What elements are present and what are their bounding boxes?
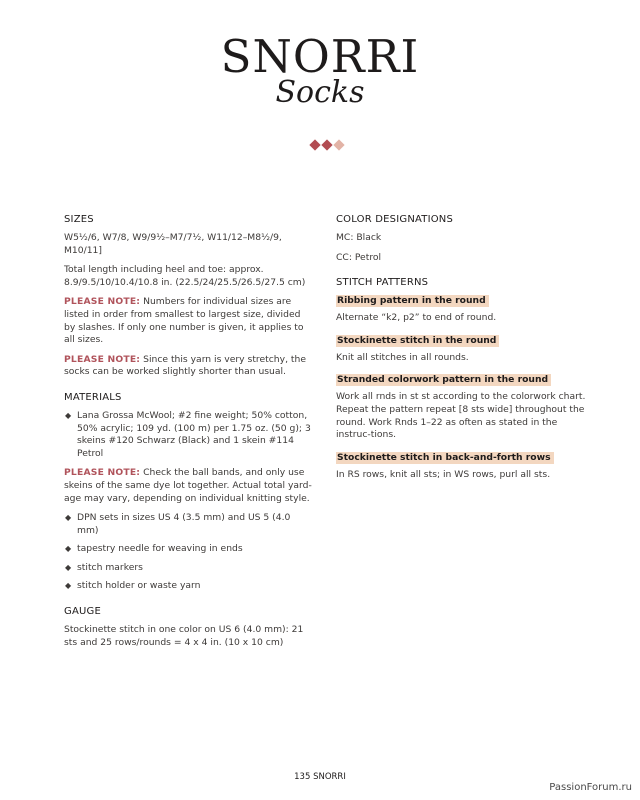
sizes-heading: SIZES — [64, 214, 94, 225]
page-subtitle: Socks — [275, 75, 365, 110]
note-label: PLEASE NOTE: — [64, 467, 141, 479]
sizes-list: W5½/6, W7/8, W9/9½–M7/7½, W11/12–M8½/9, M10/11] — [64, 232, 282, 256]
diamond-bullet-icon: ◆ — [65, 410, 72, 420]
materials-list-tools — [64, 512, 314, 593]
stitch-pattern — [336, 374, 592, 441]
stitch-pattern-text: Knit all stitches in all rounds. — [336, 351, 469, 363]
right-column — [336, 213, 592, 493]
list-item — [64, 543, 314, 556]
note-label: PLEASE NOTE: — [64, 296, 141, 308]
main-color: MC: Black — [336, 232, 382, 243]
gauge-text: Stockinette stitch in one color on US 6 (4.0 mm): 21 sts and 25 rows/rounds = 4 x 4 in. (10 x 10 cm) — [64, 624, 304, 648]
stitch-pattern-title: Stockinette stitch in the round — [336, 335, 499, 347]
stitch-pattern-text: In RS rows, knit all sts; in WS rows, purl all sts. — [336, 468, 551, 480]
diamond-bullet-icon: ◆ — [65, 581, 72, 591]
list-item — [64, 580, 314, 593]
list-item-text: stitch holder or waste yarn — [77, 580, 201, 592]
stitch-pattern-text: Alternate “k2, p2” to end of round. — [336, 312, 497, 324]
color-designations-heading: COLOR DESIGNATIONS — [336, 214, 454, 225]
list-item-text: tapestry needle for weaving in ends — [77, 543, 243, 555]
diamond-bullet-icon: ◆ — [65, 544, 72, 554]
page-title: SNORRI — [220, 30, 420, 83]
contrast-color: CC: Petrol — [336, 251, 382, 263]
note-label: PLEASE NOTE: — [64, 353, 141, 365]
list-item-text: Lana Grossa McWool; #2 fine weight; 50% cotton, 50% acrylic; 109 yd. (100 m) per 1.75 oz. (50 g); 3 skeins #120 Schwarz (Black) and 1 skein #114 Petrol — [77, 409, 311, 459]
materials-section — [64, 391, 314, 593]
diamond-icon — [309, 139, 320, 150]
stitch-patterns-heading: STITCH PATTERNS — [336, 277, 429, 289]
dye-lot-note — [64, 467, 314, 505]
stitch-pattern — [336, 452, 592, 482]
materials-heading: MATERIALS — [64, 391, 122, 403]
note-text: Numbers for individual sizes are listed in order from smallest to largest size, divided by slashes. If only one number is given, it applies to all sizes. — [64, 296, 304, 346]
diamond-icon — [321, 139, 332, 150]
list-item-text: stitch markers — [77, 561, 143, 573]
list-item — [64, 512, 314, 537]
stitch-patterns-section — [336, 276, 592, 481]
diamond-bullet-icon: ◆ — [65, 562, 72, 572]
gauge-section — [64, 605, 314, 649]
list-item — [64, 562, 314, 575]
total-length: Total length including heel and toe: approx. 8.9/9.5/10/10.4/10.8 in. (22.5/24/25.5/26.5/27.5 cm) — [64, 264, 306, 288]
stitch-pattern — [336, 295, 592, 325]
materials-list-yarn — [64, 410, 314, 460]
diamond-ornament — [311, 140, 351, 152]
stitch-pattern — [336, 335, 592, 365]
gauge-heading: GAUGE — [64, 606, 101, 618]
size-note — [64, 296, 314, 346]
page-footer: 135 SNORRI — [294, 772, 346, 782]
stretch-note — [64, 354, 314, 379]
stitch-pattern-title: Stranded colorwork pattern in the round — [336, 374, 551, 386]
stitch-pattern-title: Ribbing pattern in the round — [336, 295, 489, 307]
stitch-pattern-title: Stockinette stitch in back-and-forth rows — [336, 452, 554, 464]
color-designations-section — [336, 213, 592, 264]
note-text: Since this yarn is very stretchy, the socks can be worked slightly shorter than usual. — [64, 353, 306, 378]
watermark: PassionForum.ru — [549, 782, 632, 793]
list-item-text: DPN sets in sizes US 4 (3.5 mm) and US 5 (4.0 mm) — [77, 512, 291, 536]
note-text: Check the ball bands, and only use skeins of the same dye lot together. Actual total yard-age may vary, depending on individual knitting style. — [64, 467, 312, 504]
diamond-icon — [333, 139, 344, 150]
diamond-bullet-icon: ◆ — [65, 513, 72, 523]
stitch-pattern-text: Work all rnds in st st according to the colorwork chart. Repeat the pattern repeat [8 sts wide] throughout the round. Work Rnds 1–22 as often as stated in the instruc-tions. — [336, 391, 586, 441]
sizes-section — [64, 213, 314, 379]
list-item — [64, 410, 314, 460]
left-column — [64, 213, 314, 661]
